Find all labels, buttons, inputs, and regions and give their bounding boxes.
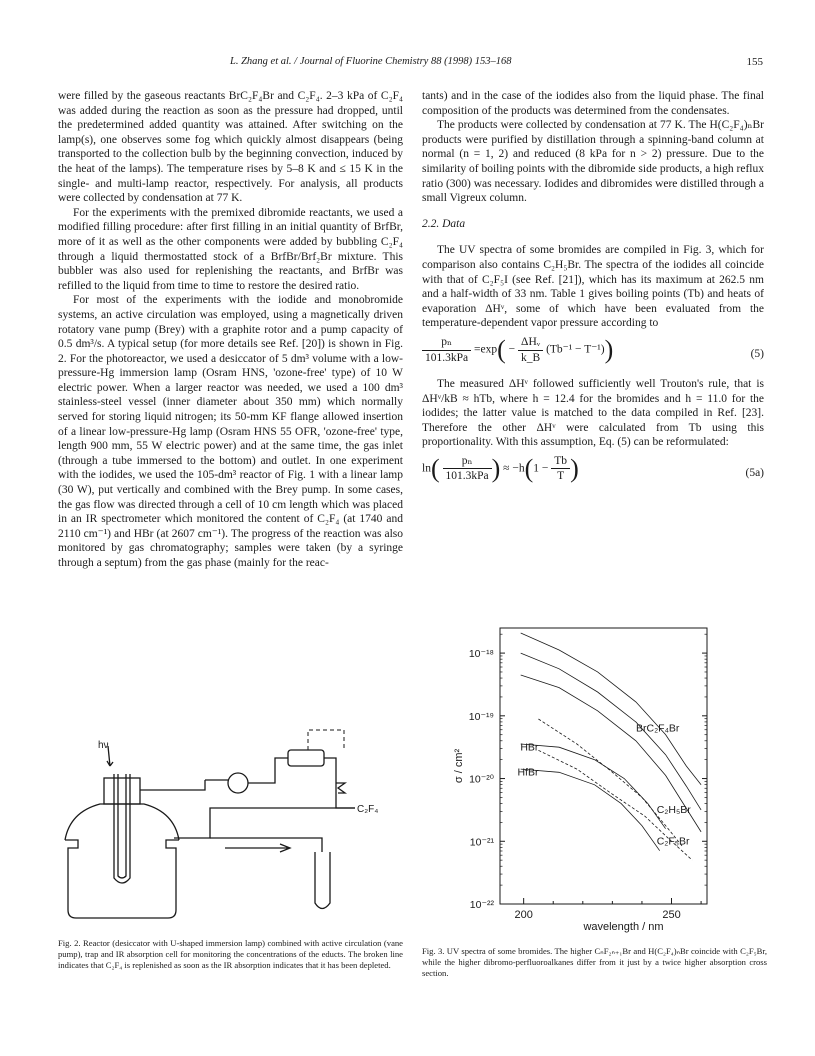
hv-label: hν	[98, 740, 109, 751]
series-line-1	[521, 633, 701, 785]
eq5a-rhs-fraction: $\frac{Tb}{T}$	[551, 454, 570, 484]
desiccator-body	[65, 840, 179, 918]
series-label: HBr	[520, 741, 539, 754]
running-header	[0, 56, 815, 72]
y-axis-label: σ / cm²	[453, 748, 465, 784]
c2f4-inlet-label: C₂F₄	[357, 804, 379, 815]
y-tick-label: 10⁻²¹	[469, 836, 494, 849]
series-line-5	[521, 769, 660, 851]
chart-series	[521, 633, 701, 860]
eq5-lhs-fraction: $\frac{\text{pₙ}}{\text{101.3kPa}}$	[422, 335, 471, 365]
series-label: C₂H₅Br	[656, 804, 691, 817]
journal-citation: L. Zhang et al. / Journal of Fluorine Chemistry 88 (1998) 153–168	[230, 56, 512, 67]
equation-5: $\frac{\text{pₙ}}{\text{101.3kPa}}$ =exp( − $\frac{\text{ΔHᵥ}}{k\_B}$ (Tb⁻¹ − T⁻¹)) (5)	[422, 335, 764, 371]
y-tick-label: 10⁻¹⁹	[468, 710, 494, 723]
paragraph: The UV spectra of some bromides are compiled in Fig. 3, which for comparison also contains C₂H₅Br. The spectra of the iodides all coincide with that of C₂F₅I (see Ref. [21]), which has its maximum at 262.5 nm and a half-width of 33 nm. Table 1 gives boiling points (Tb) and heats of evaporation ΔHᵛ, some of which have been evaluated from the temperature-dependent vapor pressure according to	[422, 244, 764, 330]
right-column	[422, 89, 764, 496]
figure-3-caption: Fig. 3. UV spectra of some bromides. The higher CₙF₂ₙ₊₁Br and H(C₂F₄)ₙBr coincide with C₂F₅Br, while the higher dibromo-perfluoroalkanes differ from it just by a twice higher absorption cross section.	[422, 946, 767, 978]
chart-axes	[469, 628, 707, 921]
paragraph: tants) and in the case of the iodides also from the liquid phase. The final composition of the products was determined from the condensates.	[422, 90, 764, 117]
paragraph: The products were collected by condensation at 77 K. The H(C₂F₄)ₙBr products were purified by distillation through a spinning-band column at normal (n = 1, 2) and reduced (8 kPa for n > 2) pressure. Due to the similarity of boiling points with the dibromide side products, a high reflux ratio (300) was necessary. Iodides and dibromides were distilled through a small Vigreux column.	[422, 119, 764, 205]
page-number: 155	[746, 56, 763, 68]
lid-neck	[104, 778, 140, 804]
y-tick-label: 10⁻²⁰	[469, 773, 494, 786]
x-tick-label: 200	[514, 909, 533, 921]
series-label: HfBr	[517, 766, 539, 779]
equation-number: (5a)	[745, 466, 764, 479]
series-label: C₂F₅Br	[656, 835, 690, 848]
equation-5a: ln( $\frac{\text{pₙ}}{\text{101.3kPa}}$ ) ≈ −h(1 − $\frac{Tb}{T}$ ) (5a)	[422, 453, 764, 483]
left-column	[58, 89, 403, 571]
eq5-exponent-fraction: $\frac{\text{ΔHᵥ}}{k\_B}$	[518, 335, 543, 365]
section-heading: 2.2. Data	[422, 217, 466, 230]
paragraph: were filled by the gaseous reactants BrC₂F₄Br and C₂F₄. 2–3 kPa of C₂F₄ was added during the reaction as soon as the pressure had dropped, until the predetermined added quantity was attained. After switching on the lamp(s), one observes some fog which quickly almost disappears (being transported to the collection bulb by the beginning convection, induced by the heat of the lamps). The temperature rises by 5–8 K and ≤ 15 K in the single- and multi-lamp reactor, respectively. For analysis, all products were collected by condensation at 77 K.	[58, 90, 403, 205]
eq5a-lhs-fraction: $\frac{\text{pₙ}}{\text{101.3kPa}}$	[443, 454, 492, 484]
equation-number: (5)	[750, 347, 764, 360]
y-tick-label: 10⁻²²	[469, 899, 494, 911]
y-tick-label: 10⁻¹⁸	[468, 648, 494, 661]
series-label: BrC₂F₄Br	[636, 722, 680, 735]
figure-2-caption: Fig. 2. Reactor (desiccator with U-shaped immersion lamp) combined with active circulation (vane pump), trap and IR absorption cell for monitoring the concentrations of the educts. The broken line indicates that C₂F₄ is replenished as soon as the IR absorption indicates that it has been depleted.	[58, 938, 403, 970]
desiccator-lid	[65, 804, 179, 840]
series-line-6	[538, 719, 683, 848]
figure-3-uv-spectra-chart	[422, 614, 722, 944]
vane-pump	[228, 773, 248, 793]
x-axis-label: wavelength / nm	[583, 921, 664, 933]
paragraph: For the experiments with the premixed dibromide reactants, we used a modified filling procedure: after first filling in an initial quantity of BrfBr, more of it as well as the other components were added by bubbling C₂F₄ through a liquid thermostatted stock of a BrfBr/Brf₂Br mixture. This bubbler was also used for replenishing the reactants, and BrfBr was refilled to the liquid from time to time to restore the desired ratio.	[58, 206, 403, 292]
paragraph: For most of the experiments with the iodide and monobromide systems, an active circulation was employed, using a magnetically driven rotatory vane pump (Brey) with a graphite rotor and a pump capacity of 0.5 dm³/s. A typical setup (for more details see Ref. [20]) is shown in Fig. 2. For the photoreactor, we used a desiccator of 5 dm³ volume with a low-pressure-Hg immersion lamp (Osram HNS, 'ozone-free' type) of 10 W electric power. When a larger reactor was needed, we used a 100 dm³ stainless-steel vessel (inner diameter about 350 mm) which normally served for storing liquid nitrogen; its 50-mm KF flange allowed insertion of a linear low-pressure-Hg lamp (Osram HNS 55 OFR, 'ozone-free' type, length 900 mm, 55 W electric power) and at the same time, the gas inlet (through a tube immersed to the bottom) and outlet. In one experiment with the iodides, we used the 105-dm³ reactor of Fig. 1 with a linear lamp (30 W), put vertically and combined with the Brey pump. In some cases, the gas flow was directed through a cell of 10 cm length which was placed in an IR spectrometer which monitored the content of C₂F₄ (at 1740 and 2110 cm⁻¹) and HBr (at 2607 cm⁻¹). The progress of the reaction was also monitored by gas chromatography; samples were taken (by a syringe through a septum) from the gas phase (mainly for the reac-	[58, 294, 403, 569]
paragraph: The measured ΔHᵛ followed sufficiently well Trouton's rule, that is ΔHᵛ/kB ≈ hTb, where h = 12.4 for the bromides and h = 11.0 for the iodides; the latter value is matched to the data compiled in Ref. [23]. Therefore the other ΔHᵛ were calculated from Tb using this proportionality. With this assumption, Eq. (5) can be reformulated:	[422, 377, 764, 449]
x-tick-label: 250	[662, 909, 681, 921]
figure-2-reactor-diagram	[60, 728, 405, 928]
ir-absorption-cell	[288, 750, 324, 766]
